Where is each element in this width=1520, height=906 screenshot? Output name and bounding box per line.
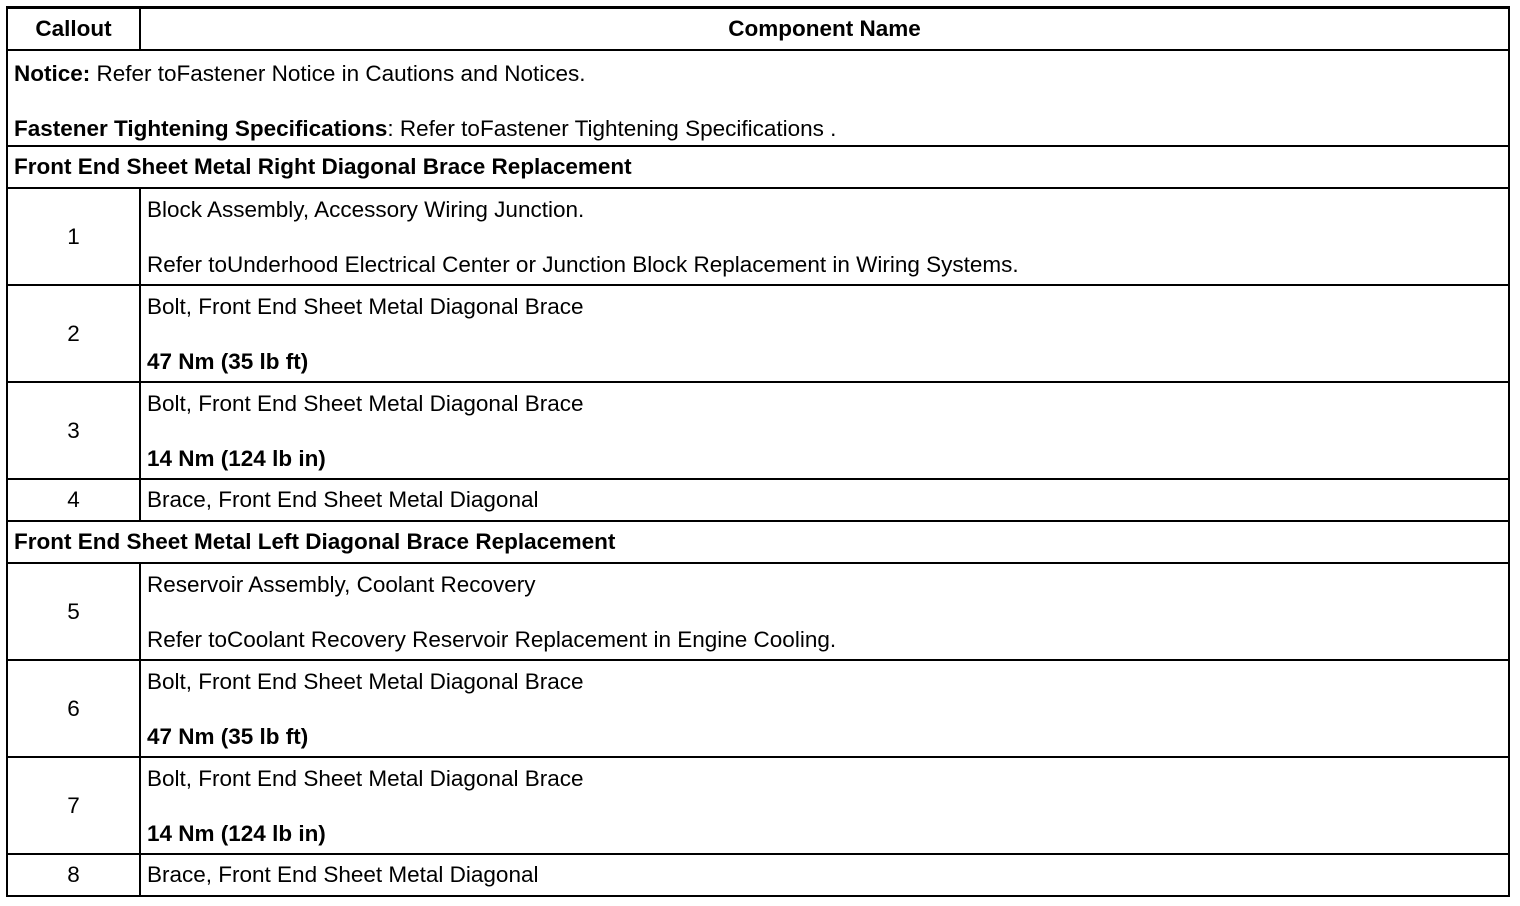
torque-spec: 14 Nm (124 lb in): [147, 821, 326, 846]
callout-number: 5: [7, 563, 140, 660]
callout-number: 3: [7, 382, 140, 479]
torque-spec: 47 Nm (35 lb ft): [147, 349, 309, 374]
component-description: [140, 285, 1509, 382]
component-reference: Refer toUnderhood Electrical Center or Junction Block Replacement in Wiring Systems.: [147, 252, 1019, 277]
component-description: [140, 660, 1509, 757]
component-table: [6, 6, 1510, 897]
callout-column-header: Callout: [7, 8, 140, 51]
section-title: Front End Sheet Metal Left Diagonal Brace Replacement: [7, 521, 1509, 563]
fastener-notice: [14, 60, 1502, 88]
tightening-specifications: [14, 115, 1502, 143]
component-name: Bolt, Front End Sheet Metal Diagonal Brace: [147, 766, 584, 791]
table-row: [7, 285, 1509, 382]
component-name: Reservoir Assembly, Coolant Recovery: [147, 572, 536, 597]
component-name: Block Assembly, Accessory Wiring Junction.: [147, 197, 585, 222]
notice-text: Refer toFastener Notice in Cautions and Notices.: [90, 61, 586, 86]
section-header-row: [7, 521, 1509, 563]
component-name-column-header: Component Name: [140, 8, 1509, 51]
component-description: [140, 757, 1509, 854]
spec-text: : Refer toFastener Tightening Specifications .: [387, 116, 837, 141]
table-row: [7, 382, 1509, 479]
component-description: [140, 382, 1509, 479]
table-row: [7, 854, 1509, 896]
notice-row: [7, 50, 1509, 146]
component-name: Brace, Front End Sheet Metal Diagonal: [140, 854, 1509, 896]
table-row: [7, 188, 1509, 285]
callout-number: 1: [7, 188, 140, 285]
header-row: [7, 8, 1509, 51]
section-title: Front End Sheet Metal Right Diagonal Brace Replacement: [7, 146, 1509, 188]
component-description: [140, 188, 1509, 285]
callout-number: 4: [7, 479, 140, 521]
table-row: [7, 757, 1509, 854]
torque-spec: 14 Nm (124 lb in): [147, 446, 326, 471]
callout-number: 2: [7, 285, 140, 382]
notice-label: Notice:: [14, 61, 91, 86]
notice-cell: [7, 50, 1509, 146]
component-reference: Refer toCoolant Recovery Reservoir Replacement in Engine Cooling.: [147, 627, 837, 652]
callout-number: 8: [7, 854, 140, 896]
table-row: [7, 563, 1509, 660]
component-name: Bolt, Front End Sheet Metal Diagonal Brace: [147, 294, 584, 319]
callout-number: 7: [7, 757, 140, 854]
table-row: [7, 660, 1509, 757]
torque-spec: 47 Nm (35 lb ft): [147, 724, 309, 749]
section-header-row: [7, 146, 1509, 188]
spec-label: Fastener Tightening Specifications: [14, 116, 388, 141]
callout-number: 6: [7, 660, 140, 757]
table-row: [7, 479, 1509, 521]
component-name: Bolt, Front End Sheet Metal Diagonal Brace: [147, 669, 584, 694]
component-name: Brace, Front End Sheet Metal Diagonal: [140, 479, 1509, 521]
component-description: [140, 563, 1509, 660]
component-name: Bolt, Front End Sheet Metal Diagonal Brace: [147, 391, 584, 416]
